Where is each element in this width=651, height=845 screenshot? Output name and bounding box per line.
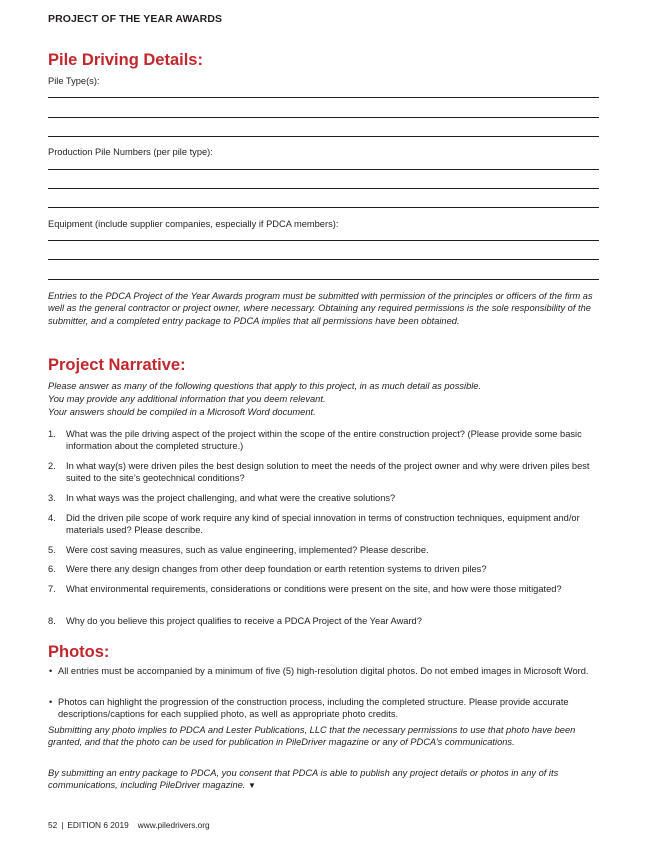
- publication-consent-text: By submitting an entry package to PDCA, you consent that PDCA is able to publish any project details or photos in any of its communications, including PileDriver magazine.: [48, 768, 559, 791]
- question-number: 1.: [48, 429, 56, 439]
- question-text: Were there any design changes from other deep foundation or earth retention systems to driven piles?: [66, 564, 487, 574]
- photo-permission-note: Submitting any photo implies to PDCA and Lester Publications, LLC that the necessary permissions to use that photo have been granted, and that the photo can be used for publication in PileDriver magazine or any of PDCA’s communications.: [48, 725, 576, 748]
- production-pile-line-2[interactable]: [48, 188, 599, 189]
- photos-heading: Photos:: [48, 643, 110, 661]
- permission-note: Entries to the PDCA Project of the Year Awards program must be submitted with permission of the principles or officers of the firm as well as the general contractor or project owner, where necessary. Obtaining any required permissions is the sole responsibility of the submitter, and a completed entry package to PDCA implies that all permissions have been obtained.: [48, 291, 593, 326]
- question-number: 3.: [48, 493, 56, 503]
- pile-type-line-1[interactable]: [48, 97, 599, 98]
- running-head: PROJECT OF THE YEAR AWARDS: [48, 13, 223, 25]
- end-of-article-marker: ▼: [247, 781, 256, 791]
- page-number: 52: [48, 820, 58, 830]
- equipment-line-1[interactable]: [48, 240, 599, 241]
- production-pile-line-1[interactable]: [48, 169, 599, 170]
- edition-label: EDITION 6 2019: [67, 820, 129, 830]
- pile-driving-heading: Pile Driving Details:: [48, 51, 203, 69]
- equipment-line-3[interactable]: [48, 279, 599, 280]
- project-narrative-heading: Project Narrative:: [48, 356, 186, 374]
- pile-type-line-3[interactable]: [48, 136, 599, 137]
- narrative-intro-line: Your answers should be compiled in a Microsoft Word document.: [48, 407, 316, 417]
- question-text: What environmental requirements, considerations or conditions were present on the site, and how were those mitigated?: [66, 584, 562, 594]
- photo-requirement-text: Photos can highlight the progression of the construction process, including the completed structure. Please provide accurate descriptions/captions for each supplied photo, as well as appropriate photo credits.: [58, 697, 569, 720]
- question-text: Why do you believe this project qualifies to receive a PDCA Project of the Year Award?: [66, 616, 422, 626]
- pile-type-line-2[interactable]: [48, 117, 599, 118]
- question-number: 7.: [48, 584, 56, 594]
- equipment-label: Equipment (include supplier companies, especially if PDCA members):: [48, 219, 339, 229]
- footer-separator: |: [61, 820, 64, 830]
- bullet-marker: •: [49, 697, 53, 707]
- narrative-intro-line: Please answer as many of the following questions that apply to this project, in as much detail as possible.: [48, 381, 482, 391]
- question-number: 2.: [48, 461, 56, 471]
- equipment-line-2[interactable]: [48, 259, 599, 260]
- question-text: What was the pile driving aspect of the project within the scope of the entire construction project? (Please provide some basic information about the completed structure.): [66, 429, 582, 452]
- photo-requirement-text: All entries must be accompanied by a minimum of five (5) high-resolution digital photos. Do not embed images in Microsoft Word.: [58, 666, 589, 676]
- question-number: 4.: [48, 513, 56, 523]
- bullet-marker: •: [49, 666, 53, 676]
- website-link[interactable]: www.piledrivers.org: [137, 820, 210, 830]
- question-number: 6.: [48, 564, 56, 574]
- question-text: Did the driven pile scope of work require any kind of special innovation in terms of construction techniques, equipment and/or materials used? Please describe.: [66, 513, 580, 536]
- production-pile-line-3[interactable]: [48, 207, 599, 208]
- publication-consent-note: [48, 767, 604, 793]
- question-text: In what way(s) were driven piles the best design solution to meet the needs of the project owner and why were driven piles best suited to the site’s geotechnical conditions?: [66, 461, 590, 484]
- question-number: 5.: [48, 545, 56, 555]
- pile-type-label: Pile Type(s):: [48, 76, 100, 86]
- page-footer: [48, 820, 210, 830]
- production-pile-numbers-label: Production Pile Numbers (per pile type):: [48, 147, 213, 157]
- narrative-intro-line: You may provide any additional information that you deem relevant.: [48, 394, 326, 404]
- question-text: In what ways was the project challenging, and what were the creative solutions?: [66, 493, 396, 503]
- question-number: 8.: [48, 616, 56, 626]
- question-text: Were cost saving measures, such as value engineering, implemented? Please describe.: [66, 545, 429, 555]
